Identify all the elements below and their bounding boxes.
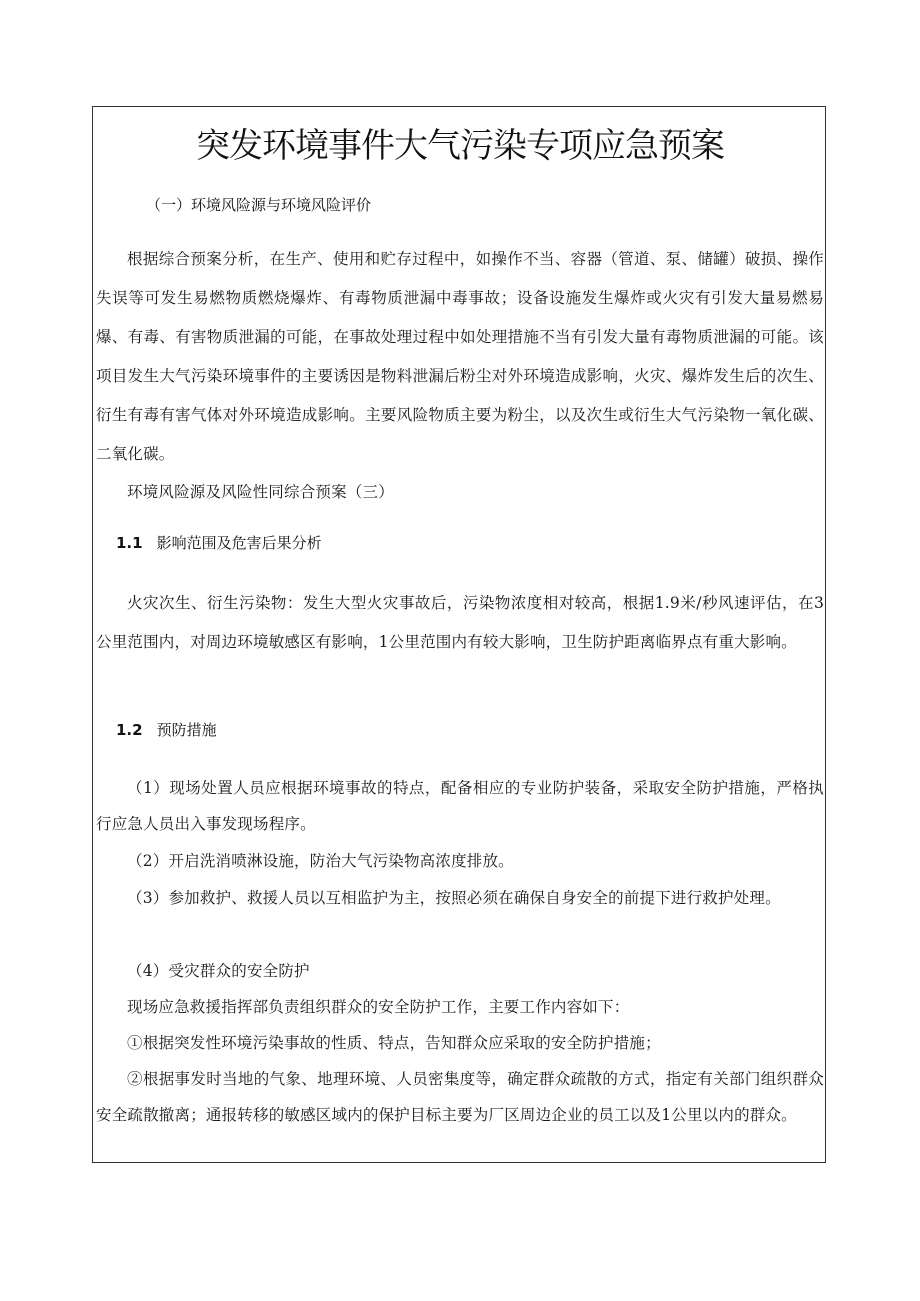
section-risk-paragraph: 根据综合预案分析，在生产、使用和贮存过程中，如操作不当、容器（管道、泵、储罐）破损、操作失误等可发生易燃物质燃烧爆炸、有毒物质泄漏中毒事故；设备设施发生爆炸或火灾有引发大量易燃易爆、有毒、有害物质泄漏的可能，在事故处理过程中如处理措施不当有引发大量有毒物质泄漏的可能。该项目发生大气污染环境事件的主要诱因是物料泄漏后粉尘对外环境造成影响，火灾、爆炸发生后的次生、衍生有毒有害气体对外环境造成影响。主要风险物质主要为粉尘，以及次生或衍生大气污染物一氧化碳、二氧化碳。 bbox=[96, 250, 824, 463]
section-risk-note: 环境风险源及风险性同综合预案（三） bbox=[127, 483, 394, 501]
prevention-sub-item-2: ②根据事发时当地的气象、地理环境、人员密集度等，确定群众疏散的方式，指定有关部门组织群众安全疏散撤离；通报转移的敏感区域内的保护目标主要为厂区周边企业的员工以及1公里以内的群众。 bbox=[96, 1070, 824, 1124]
prevention-sub-item-1: ①根据突发性环境污染事故的性质、特点，告知群众应采取的安全防护措施； bbox=[127, 1034, 661, 1052]
document-title: 突发环境事件大气污染专项应急预案 bbox=[196, 126, 724, 166]
section-1-2-number: 1.2 bbox=[116, 721, 143, 739]
section-1-1-paragraph: 火灾次生、衍生污染物：发生大型火灾事故后，污染物浓度相对较高，根据1.9米/秒风速评估，在3公里范围内，对周边环境敏感区有影响，1公里范围内有较大影响，卫生防护距离临界点有重大影响。 bbox=[96, 594, 824, 651]
prevention-item-4: （4）受灾群众的安全防护 bbox=[127, 962, 310, 980]
prevention-item-3: （3）参加救护、救援人员以互相监护为主，按照必须在确保自身安全的前提下进行救护处理。 bbox=[127, 889, 781, 907]
section-1-1-heading bbox=[116, 532, 322, 553]
section-risk-heading: （一）环境风险源与环境风险评价 bbox=[146, 196, 372, 214]
prevention-item-1: （1）现场处置人员应根据环境事故的特点，配备相应的专业防护装备，采取安全防护措施，严格执行应急人员出入事发现场程序。 bbox=[96, 779, 824, 833]
section-1-1-number: 1.1 bbox=[116, 534, 143, 552]
section-1-2-heading bbox=[116, 719, 217, 740]
section-1-1-title: 影响范围及危害后果分析 bbox=[156, 534, 322, 552]
prevention-item-4-intro: 现场应急救援指挥部负责组织群众的安全防护工作，主要工作内容如下： bbox=[127, 998, 630, 1016]
prevention-item-2: （2）开启洗消喷淋设施，防治大气污染物高浓度排放。 bbox=[127, 852, 514, 870]
section-1-2-title: 预防措施 bbox=[156, 721, 217, 739]
